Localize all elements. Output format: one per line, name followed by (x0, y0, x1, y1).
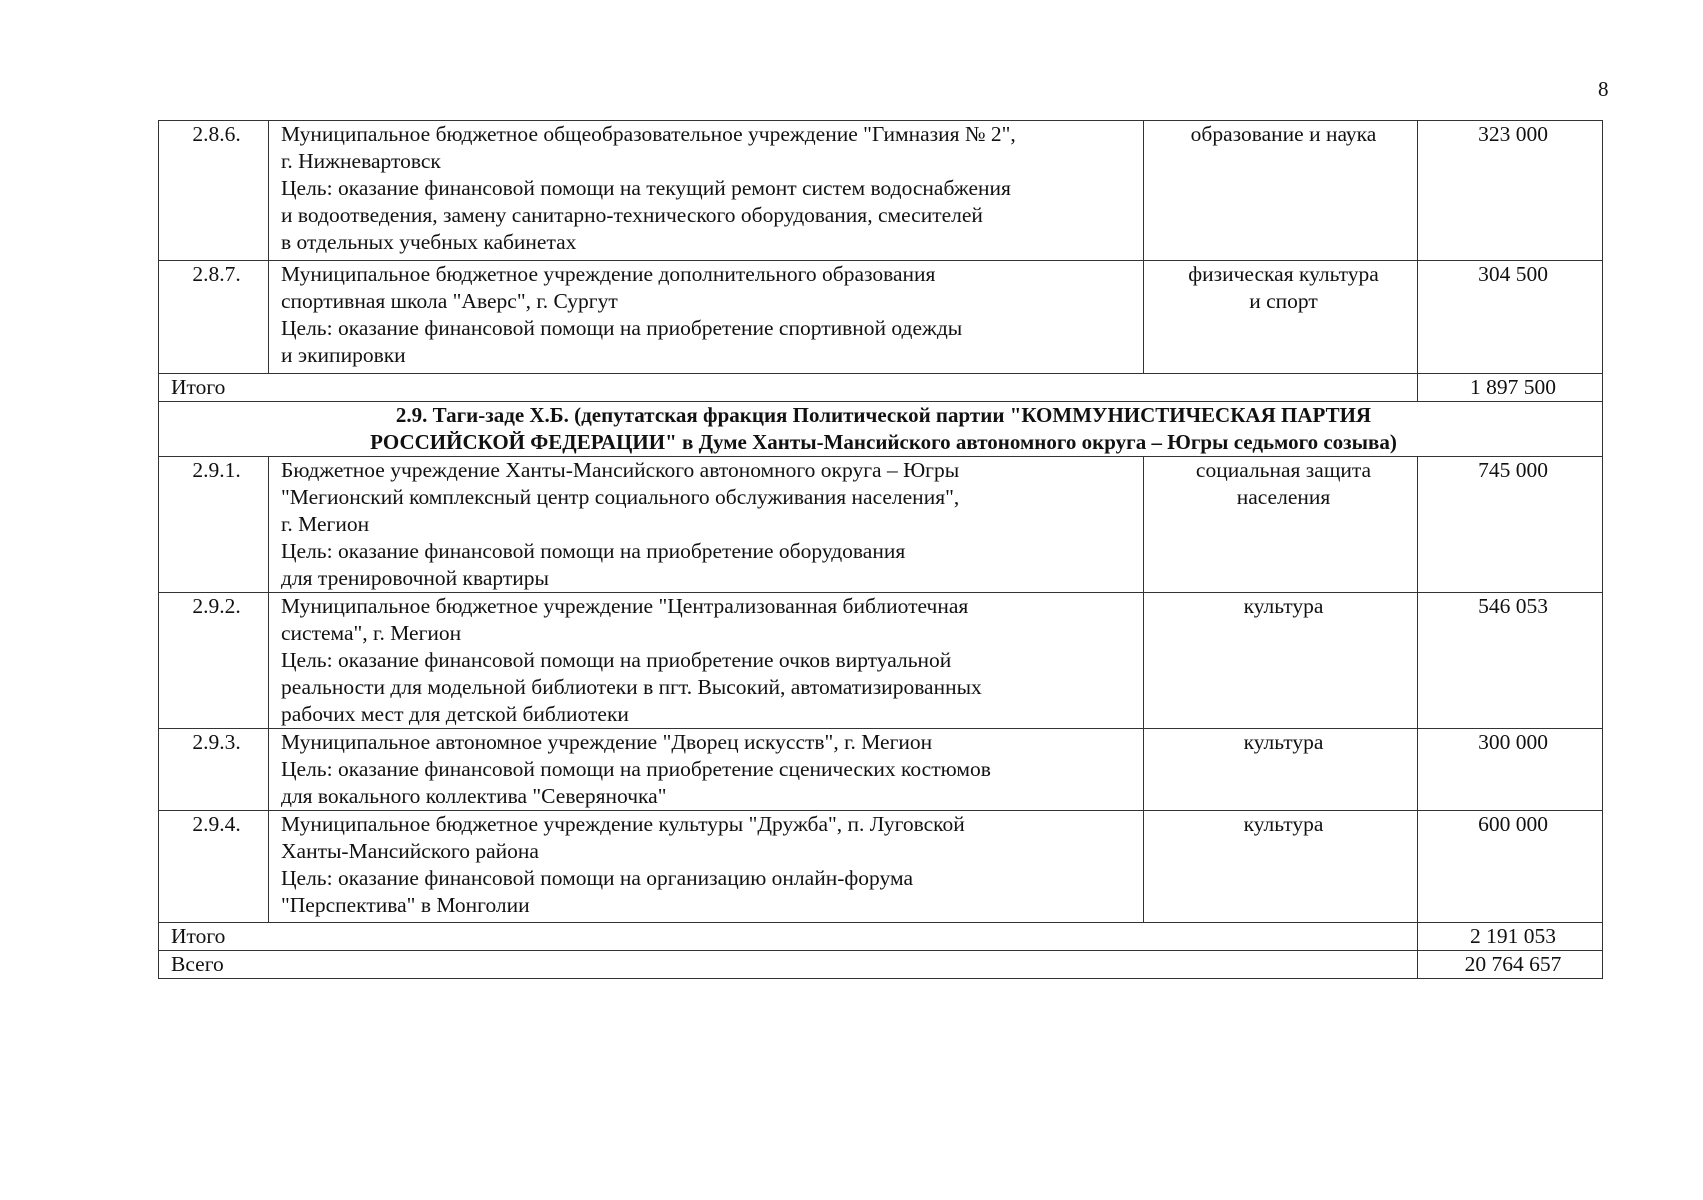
row-description (269, 261, 1144, 374)
description-line: спортивная школа "Аверс", г. Сургут (281, 289, 618, 313)
description-line: г. Мегион (281, 512, 370, 536)
description-line: для вокального коллектива "Северяночка" (281, 784, 667, 808)
description-line: Цель: оказание финансовой помощи на приобретение спортивной одежды (281, 316, 963, 340)
subtotal-amount: 1 897 500 (1418, 374, 1603, 402)
field-line: образование и наука (1190, 122, 1377, 146)
description-line: г. Нижневартовск (281, 149, 441, 173)
row-description (269, 811, 1144, 923)
description-line: Цель: оказание финансовой помощи на приобретение очков виртуальной (281, 648, 952, 672)
row-amount: 745 000 (1418, 457, 1603, 593)
row-description (269, 457, 1144, 593)
description-line: и экипировки (281, 343, 406, 367)
subtotal-amount: 2 191 053 (1418, 923, 1603, 951)
description-line: Цель: оказание финансовой помощи на организацию онлайн-форума (281, 866, 913, 890)
row-number: 2.9.3. (159, 729, 269, 811)
description-line: Цель: оказание финансовой помощи на приобретение сценических костюмов (281, 757, 991, 781)
field-line: и спорт (1249, 289, 1318, 313)
row-field (1144, 811, 1418, 923)
section-heading-line: 2.9. Таги-заде Х.Б. (депутатская фракция Политической партии "КОММУНИСТИЧЕСКАЯ ПАРТИЯ (395, 403, 1372, 427)
subtotal-row (159, 923, 1603, 951)
row-amount: 304 500 (1418, 261, 1603, 374)
section-heading-row (159, 402, 1603, 457)
row-number: 2.8.6. (159, 121, 269, 261)
field-line: культура (1243, 812, 1324, 836)
section-heading (159, 402, 1603, 457)
description-line: "Мегионский комплексный центр социального обслуживания населения", (281, 485, 960, 509)
description-line: рабочих мест для детской библиотеки (281, 702, 629, 726)
allocation-table (158, 120, 1603, 979)
row-description (269, 593, 1144, 729)
table-row (159, 261, 1603, 374)
row-number: 2.9.1. (159, 457, 269, 593)
table-row (159, 729, 1603, 811)
section-heading-line: РОССИЙСКОЙ ФЕДЕРАЦИИ" в Думе Ханты-Мансийского автономного округа – Югры седьмого созыва) (370, 430, 1397, 454)
field-line: физическая культура (1188, 262, 1379, 286)
description-line: Муниципальное бюджетное учреждение дополнительного образования (281, 262, 936, 286)
subtotal-row (159, 374, 1603, 402)
row-description (269, 729, 1144, 811)
row-field (1144, 261, 1418, 374)
row-field (1144, 457, 1418, 593)
row-amount: 546 053 (1418, 593, 1603, 729)
row-number: 2.8.7. (159, 261, 269, 374)
description-line: в отдельных учебных кабинетах (281, 230, 577, 254)
description-line: Муниципальное бюджетное учреждение культуры "Дружба", п. Луговской (281, 812, 965, 836)
row-field (1144, 121, 1418, 261)
description-line: реальности для модельной библиотеки в пгт. Высокий, автоматизированных (281, 675, 982, 699)
description-line: Цель: оказание финансовой помощи на приобретение оборудования (281, 539, 906, 563)
page-number: 8 (1598, 77, 1609, 101)
description-line: и водоотведения, замену санитарно-технического оборудования, смесителей (281, 203, 983, 227)
grand-total-row (159, 951, 1603, 979)
description-line: "Перспектива" в Монголии (281, 893, 530, 917)
subtotal-label: Итого (159, 374, 1418, 402)
description-line: система", г. Мегион (281, 621, 462, 645)
row-field (1144, 593, 1418, 729)
table-row (159, 811, 1603, 923)
field-line: культура (1243, 730, 1324, 754)
description-line: Муниципальное автономное учреждение "Дворец искусств", г. Мегион (281, 730, 933, 754)
grand-total-amount: 20 764 657 (1418, 951, 1603, 979)
row-amount: 323 000 (1418, 121, 1603, 261)
description-line: Муниципальное бюджетное общеобразовательное учреждение "Гимназия № 2", (281, 122, 1016, 146)
description-line: Бюджетное учреждение Ханты-Мансийского автономного округа – Югры (281, 458, 960, 482)
field-line: культура (1243, 594, 1324, 618)
field-line: социальная защита (1195, 458, 1372, 482)
row-field (1144, 729, 1418, 811)
row-amount: 600 000 (1418, 811, 1603, 923)
description-line: Цель: оказание финансовой помощи на текущий ремонт систем водоснабжения (281, 176, 1011, 200)
row-amount: 300 000 (1418, 729, 1603, 811)
table-row (159, 121, 1603, 261)
row-number: 2.9.4. (159, 811, 269, 923)
grand-total-label: Всего (159, 951, 1418, 979)
description-line: Ханты-Мансийского района (281, 839, 539, 863)
table-row (159, 457, 1603, 593)
row-number: 2.9.2. (159, 593, 269, 729)
row-description (269, 121, 1144, 261)
description-line: для тренировочной квартиры (281, 566, 549, 590)
table-row (159, 593, 1603, 729)
field-line: населения (1236, 485, 1331, 509)
subtotal-label: Итого (159, 923, 1418, 951)
description-line: Муниципальное бюджетное учреждение "Централизованная библиотечная (281, 594, 969, 618)
